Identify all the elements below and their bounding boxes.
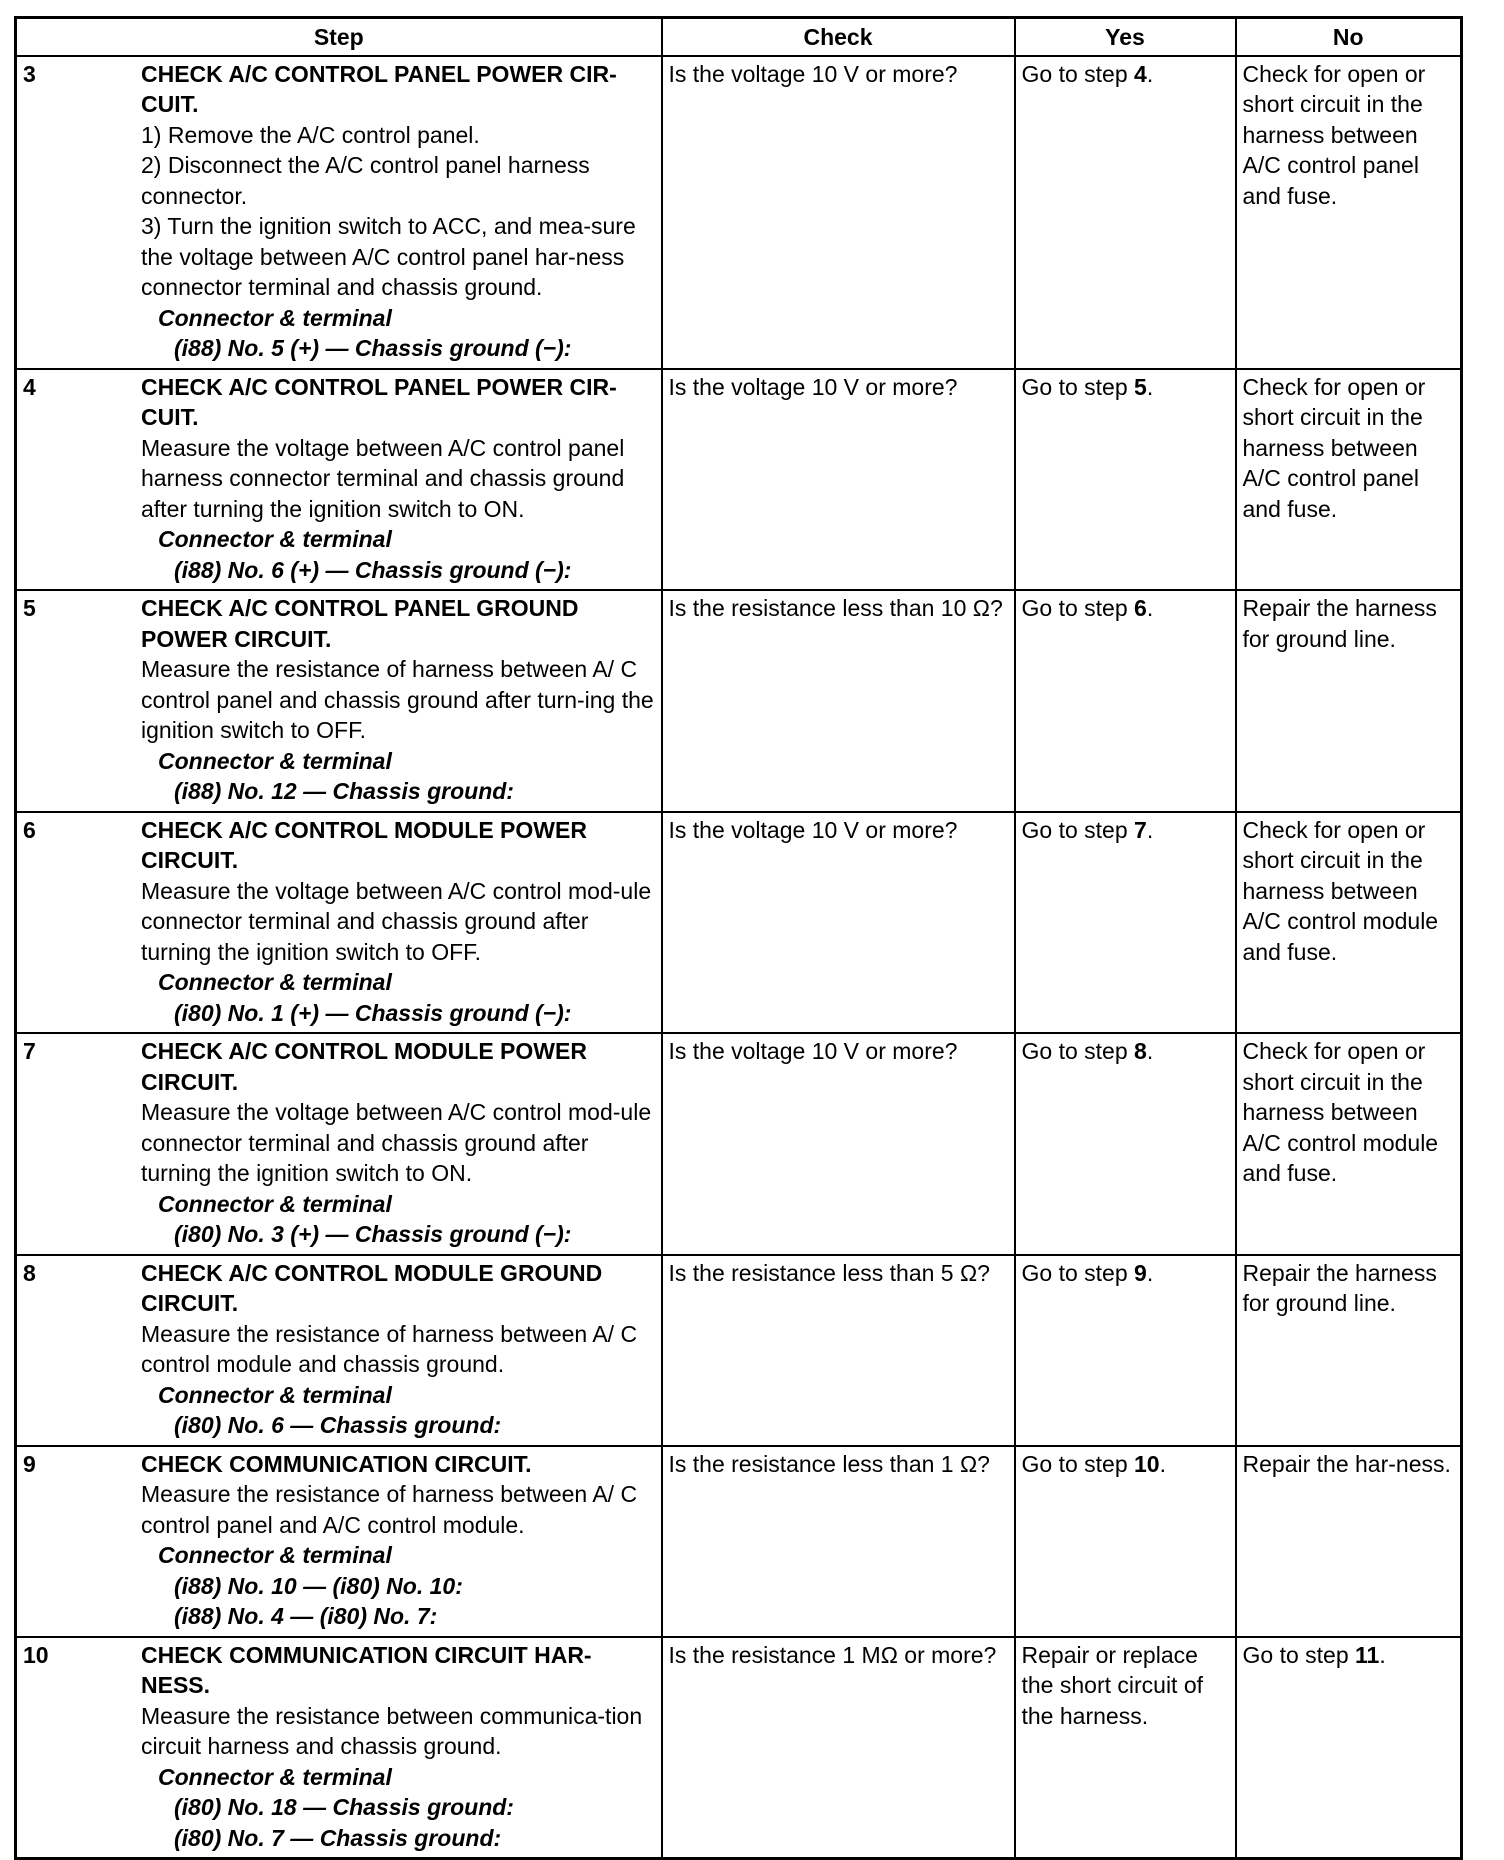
- check-cell: Is the voltage 10 V or more?: [662, 812, 1015, 1034]
- table-body: [16, 56, 1462, 1859]
- yes-cell: [1015, 369, 1236, 591]
- step-instruction: Measure the voltage between A/C control panel harness connector terminal and chassis ground after turning the ignition switch to ON.: [141, 434, 625, 522]
- no-step-ref: 11: [1355, 1641, 1380, 1668]
- yes-text: Go to step: [1021, 60, 1135, 87]
- step-instruction: Measure the resistance of harness between A/ C control module and chassis ground.: [141, 1320, 638, 1377]
- table-row: [16, 1255, 1462, 1446]
- yes-step-ref: 8: [1134, 1038, 1147, 1064]
- step-body: [141, 1640, 657, 1854]
- check-cell: Is the resistance 1 MΩ or more?: [662, 1637, 1015, 1859]
- step-body: [141, 1449, 657, 1632]
- step-cell: [16, 1255, 662, 1446]
- no-cell: [1236, 590, 1462, 812]
- step-title: CHECK A/C CONTROL MODULE POWER CIRCUIT.: [141, 1038, 587, 1095]
- connector-terminal-spec: (i80) No. 1 (+) — Chassis ground (−):: [174, 999, 572, 1026]
- no-text: Check for open or short circuit in the harness between A/C control panel and fuse.: [1242, 373, 1426, 522]
- connector-terminal-spec: (i80) No. 7 — Chassis ground:: [174, 1824, 502, 1851]
- step-number: 9: [23, 1450, 36, 1477]
- step-number: 8: [23, 1259, 36, 1286]
- connector-terminal-label: Connector & terminal: [158, 969, 392, 995]
- yes-step-ref: 4: [1134, 60, 1147, 87]
- connector-terminal-spec: (i88) No. 6 (+) — Chassis ground (−):: [174, 556, 572, 583]
- connector-terminal-label: Connector & terminal: [158, 1542, 392, 1568]
- yes-step-period: .: [1146, 60, 1154, 87]
- step-title: CHECK A/C CONTROL MODULE GROUND CIRCUIT.: [141, 1259, 603, 1316]
- step-cell: [16, 812, 662, 1034]
- connector-terminal-label: Connector & terminal: [158, 1381, 392, 1408]
- yes-text: Go to step: [1021, 1038, 1135, 1064]
- connector-terminal-label: Connector & terminal: [158, 304, 392, 331]
- connector-terminal-spec: (i88) No. 12 — Chassis ground:: [174, 778, 514, 804]
- step-body: [141, 1036, 657, 1250]
- step-title: CHECK A/C CONTROL PANEL GROUND POWER CIRCUIT.: [141, 595, 579, 652]
- header-step: Step: [16, 18, 662, 56]
- document-page: [14, 16, 1460, 1860]
- yes-text: Go to step: [1021, 1259, 1135, 1286]
- check-cell: Is the voltage 10 V or more?: [662, 1033, 1015, 1255]
- yes-step-period: .: [1146, 1038, 1154, 1064]
- yes-cell: [1015, 1637, 1236, 1859]
- check-cell: Is the voltage 10 V or more?: [662, 56, 1015, 369]
- step-instruction: Measure the voltage between A/C control mod-ule connector terminal and chassis ground after turning the ignition switch to OFF.: [141, 877, 652, 965]
- yes-step-period: .: [1146, 595, 1154, 621]
- yes-step-ref: 10: [1134, 1450, 1160, 1477]
- check-cell: Is the resistance less than 5 Ω?: [662, 1255, 1015, 1446]
- table-row: [16, 369, 1462, 591]
- step-number: 4: [23, 373, 36, 400]
- header-no: No: [1236, 18, 1462, 56]
- yes-cell: [1015, 1446, 1236, 1637]
- connector-terminal-label: Connector & terminal: [158, 1763, 392, 1790]
- step-body: [141, 372, 657, 586]
- step-cell: [16, 369, 662, 591]
- yes-step-period: .: [1146, 373, 1154, 400]
- step-title: CHECK A/C CONTROL PANEL POWER CIR-CUIT.: [141, 373, 617, 430]
- header-check: Check: [662, 18, 1015, 56]
- yes-step-period: .: [1146, 816, 1154, 843]
- step-instruction: 2) Disconnect the A/C control panel harness connector.: [141, 152, 590, 209]
- yes-cell: [1015, 590, 1236, 812]
- step-number: 7: [23, 1038, 36, 1064]
- step-title: CHECK A/C CONTROL PANEL POWER CIR-CUIT.: [141, 60, 617, 117]
- step-number: 6: [23, 816, 36, 843]
- step-cell: [16, 1033, 662, 1255]
- no-cell: [1236, 1033, 1462, 1255]
- check-cell: Is the voltage 10 V or more?: [662, 369, 1015, 591]
- step-instruction: 1) Remove the A/C control panel.: [141, 121, 480, 148]
- connector-terminal-spec: (i88) No. 10 — (i80) No. 10:: [174, 1572, 463, 1599]
- no-cell: [1236, 369, 1462, 591]
- step-body: [141, 815, 657, 1029]
- no-text: Check for open or short circuit in the harness between A/C control module and fuse.: [1242, 816, 1439, 965]
- no-text: Go to step: [1242, 1641, 1356, 1668]
- step-cell: [16, 590, 662, 812]
- no-text: Check for open or short circuit in the harness between A/C control module and fuse.: [1242, 1038, 1439, 1186]
- connector-terminal-spec: (i88) No. 4 — (i80) No. 7:: [174, 1603, 438, 1629]
- step-body: [141, 1258, 657, 1441]
- step-cell: [16, 1637, 662, 1859]
- yes-text: Go to step: [1021, 1450, 1135, 1477]
- step-cell: [16, 56, 662, 369]
- header-row: [16, 18, 1462, 56]
- diagnostic-table: [14, 16, 1463, 1860]
- connector-terminal-label: Connector & terminal: [158, 747, 392, 774]
- table-row: [16, 56, 1462, 369]
- yes-step-ref: 7: [1134, 816, 1147, 843]
- no-text: Repair the harness for ground line.: [1242, 595, 1437, 652]
- table-row: [16, 1637, 1462, 1859]
- step-title: CHECK COMMUNICATION CIRCUIT.: [141, 1450, 532, 1477]
- yes-step-ref: 6: [1134, 595, 1147, 621]
- no-cell: [1236, 812, 1462, 1034]
- step-instruction: Measure the resistance of harness between A/ C control panel and chassis ground after turn-ing the ignition switch to OFF.: [141, 656, 654, 743]
- check-cell: Is the resistance less than 10 Ω?: [662, 590, 1015, 812]
- connector-terminal-label: Connector & terminal: [158, 1190, 392, 1217]
- step-title: CHECK COMMUNICATION CIRCUIT HAR-NESS.: [141, 1641, 592, 1698]
- yes-cell: [1015, 1255, 1236, 1446]
- step-number: 3: [23, 60, 36, 87]
- connector-terminal-label: Connector & terminal: [158, 526, 392, 552]
- yes-text: Go to step: [1021, 373, 1135, 400]
- no-text: Repair the har-ness.: [1242, 1450, 1451, 1477]
- yes-step-period: .: [1146, 1259, 1154, 1286]
- no-text: Check for open or short circuit in the harness between A/C control panel and fuse.: [1242, 60, 1426, 209]
- yes-cell: [1015, 1033, 1236, 1255]
- yes-step-ref: 5: [1134, 373, 1147, 400]
- step-body: [141, 593, 657, 807]
- connector-terminal-spec: (i80) No. 18 — Chassis ground:: [174, 1794, 514, 1820]
- step-title: CHECK A/C CONTROL MODULE POWER CIRCUIT.: [141, 816, 587, 873]
- step-number: 5: [23, 595, 36, 621]
- yes-cell: [1015, 812, 1236, 1034]
- step-instruction: 3) Turn the ignition switch to ACC, and mea-sure the voltage between A/C control panel har-ness connector terminal and chassis ground.: [141, 213, 636, 300]
- yes-step-ref: 9: [1134, 1259, 1147, 1286]
- yes-step-period: .: [1159, 1450, 1166, 1477]
- connector-terminal-spec: (i80) No. 6 — Chassis ground:: [174, 1412, 502, 1438]
- step-number: 10: [23, 1641, 49, 1668]
- table-row: [16, 1446, 1462, 1637]
- check-cell: Is the resistance less than 1 Ω?: [662, 1446, 1015, 1637]
- yes-text: Go to step: [1021, 816, 1135, 843]
- connector-terminal-spec: (i80) No. 3 (+) — Chassis ground (−):: [174, 1221, 572, 1247]
- header-yes: Yes: [1015, 18, 1236, 56]
- table-row: [16, 1033, 1462, 1255]
- step-instruction: Measure the resistance of harness between A/ C control panel and A/C control module.: [141, 1481, 638, 1538]
- no-cell: [1236, 1255, 1462, 1446]
- table-row: [16, 590, 1462, 812]
- yes-text: Go to step: [1021, 595, 1135, 621]
- step-instruction: Measure the resistance between communica-tion circuit harness and chassis ground.: [141, 1702, 643, 1759]
- no-step-period: .: [1379, 1641, 1386, 1668]
- yes-cell: [1015, 56, 1236, 369]
- no-cell: [1236, 1637, 1462, 1859]
- step-body: [141, 59, 657, 364]
- step-instruction: Measure the voltage between A/C control mod-ule connector terminal and chassis ground after turning the ignition switch to ON.: [141, 1099, 652, 1186]
- connector-terminal-spec: (i88) No. 5 (+) — Chassis ground (−):: [174, 335, 572, 361]
- step-cell: [16, 1446, 662, 1637]
- no-cell: [1236, 1446, 1462, 1637]
- table-row: [16, 812, 1462, 1034]
- yes-text: Repair or replace the short circuit of the harness.: [1021, 1641, 1204, 1729]
- no-cell: [1236, 56, 1462, 369]
- no-text: Repair the harness for ground line.: [1242, 1259, 1437, 1316]
